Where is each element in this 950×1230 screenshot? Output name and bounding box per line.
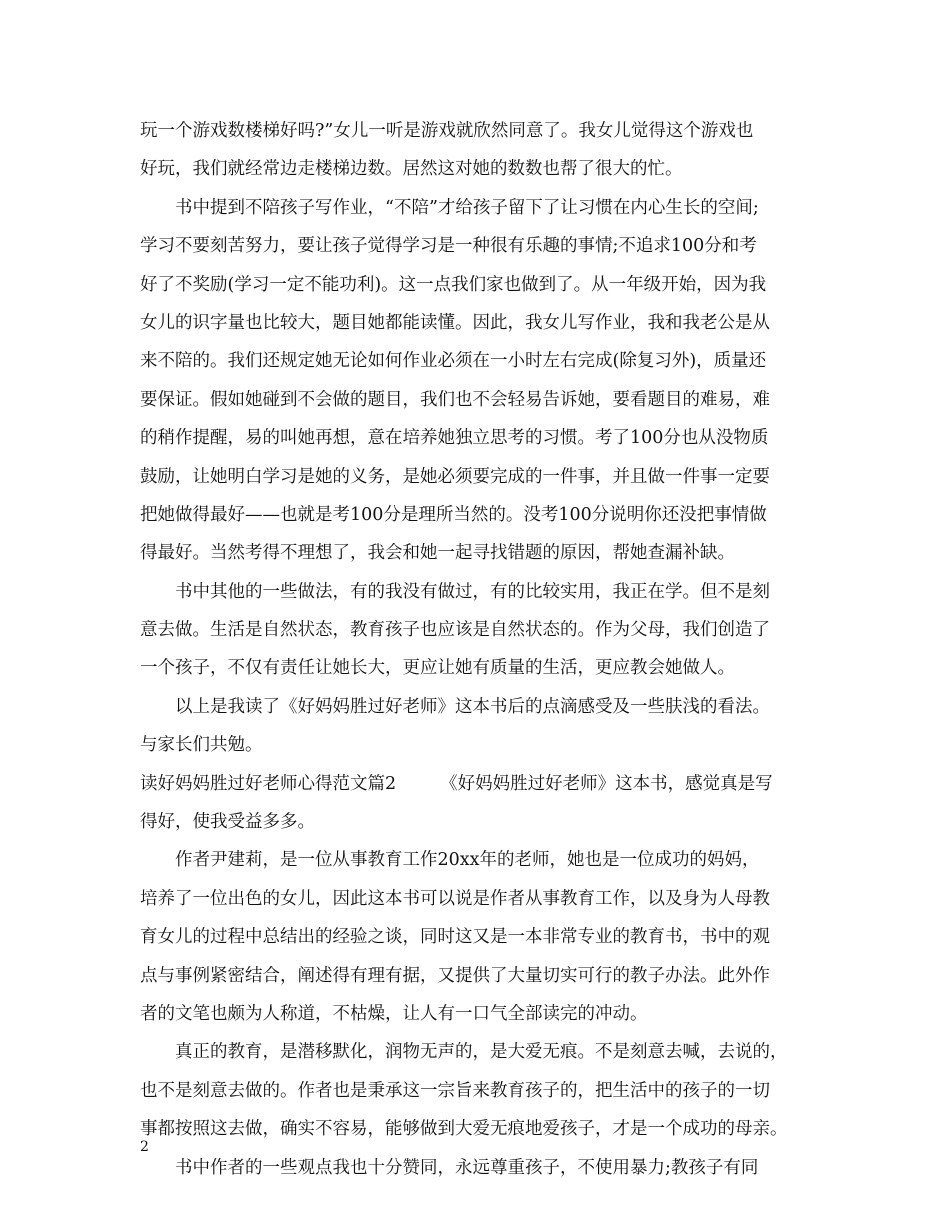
- text-line: 作者尹建莉，是一位从事教育工作20xx年的老师，她也是一位成功的妈妈，: [175, 850, 760, 871]
- text-line: 学习不要刻苦努力，要让孩子觉得学习是一种很有乐趣的事情;不追求100分和考: [140, 236, 757, 257]
- section-heading: 读好妈妈胜过好老师心得范文篇2: [140, 773, 397, 794]
- text-line: 培养了一位出色的女儿，因此这本书可以说是作者从事教育工作，以及身为人母教: [140, 888, 770, 909]
- text-line: 也不是刻意去做的。作者也是秉承这一宗旨来教育孩子的，把生活中的孩子的一切: [140, 1080, 770, 1101]
- text-line: 育女儿的过程中总结出的经验之谈，同时这又是一本非常专业的教育书，书中的观: [140, 927, 770, 948]
- text-line: 女儿的识字量也比较大，题目她都能读懂。因此，我女儿写作业，我和我老公是从: [140, 312, 770, 333]
- text-line: 鼓励，让她明白学习是她的义务，是她必须要完成的一件事，并且做一件事一定要: [140, 466, 770, 487]
- page-number: 2: [140, 1139, 149, 1155]
- text-line: 要保证。假如她碰到不会做的题目，我们也不会轻易告诉她，要看题目的难易，难: [140, 389, 770, 410]
- text-line: 好了不奖励(学习一定不能功利)。这一点我们家也做到了。从一年级开始，因为我: [140, 274, 767, 295]
- text-line: 的稍作提醒，易的叫她再想，意在培养她独立思考的习惯。考了100分也从没物质: [140, 428, 769, 449]
- text-line: 《好妈妈胜过好老师》这本书，感觉真是写: [440, 773, 773, 794]
- text-line: 书中其他的一些做法，有的我没有做过，有的比较实用，我正在学。但不是刻: [175, 581, 770, 602]
- text-line: 意去做。生活是自然状态，教育孩子也应该是自然状态的。作为父母，我们创造了: [140, 620, 770, 641]
- text-line: 玩一个游戏数楼梯好吗?”女儿一听是游戏就欣然同意了。我女儿觉得这个游戏也: [140, 121, 754, 141]
- text-line: 书中作者的一些观点我也十分赞同，永远尊重孩子，不使用暴力;教孩子有同: [175, 1157, 759, 1178]
- text-line: 来不陪的。我们还规定她无论如何作业必须在一小时左右完成(除复习外)，质量还: [140, 351, 767, 372]
- section-heading-line: [140, 765, 824, 803]
- text-line: 事都按照这去做，确实不容易，能够做到大爱无痕地爱孩子，才是一个成功的母亲。: [140, 1119, 788, 1140]
- document-body: [140, 112, 824, 1187]
- text-line: 者的文笔也颇为人称道，不枯燥，让人有一口气全部读完的冲动。: [140, 1003, 648, 1024]
- text-line: 得好，使我受益多多。: [140, 812, 315, 833]
- text-line: 一个孩子，不仅有责任让她长大，更应让她有质量的生活，更应教会她做人。: [140, 658, 735, 679]
- text-line: 真正的教育，是潜移默化，润物无声的，是大爱无痕。不是刻意去喊，去说的，: [175, 1042, 788, 1063]
- text-line: 书中提到不陪孩子写作业，“不陪”才给孩子留下了让习惯在内心生长的空间;: [175, 197, 759, 218]
- text-line: 好玩，我们就经常边走楼梯边数。居然这对她的数数也帮了很大的忙。: [140, 159, 683, 180]
- text-line: 得最好。当然考得不理想了，我会和她一起寻找错题的原因，帮她查漏补缺。: [140, 543, 735, 564]
- text-line: 与家长们共勉。: [140, 735, 263, 756]
- text-line: 点与事例紧密结合，阐述得有理有据，又提供了大量切实可行的教子办法。此外作: [140, 965, 770, 986]
- text-line: 以上是我读了《好妈妈胜过好老师》这本书后的点滴感受及一些肤浅的看法。: [175, 696, 770, 717]
- text-line: 把她做得最好——也就是考100分是理所当然的。没考100分说明你还没把事情做: [140, 504, 767, 525]
